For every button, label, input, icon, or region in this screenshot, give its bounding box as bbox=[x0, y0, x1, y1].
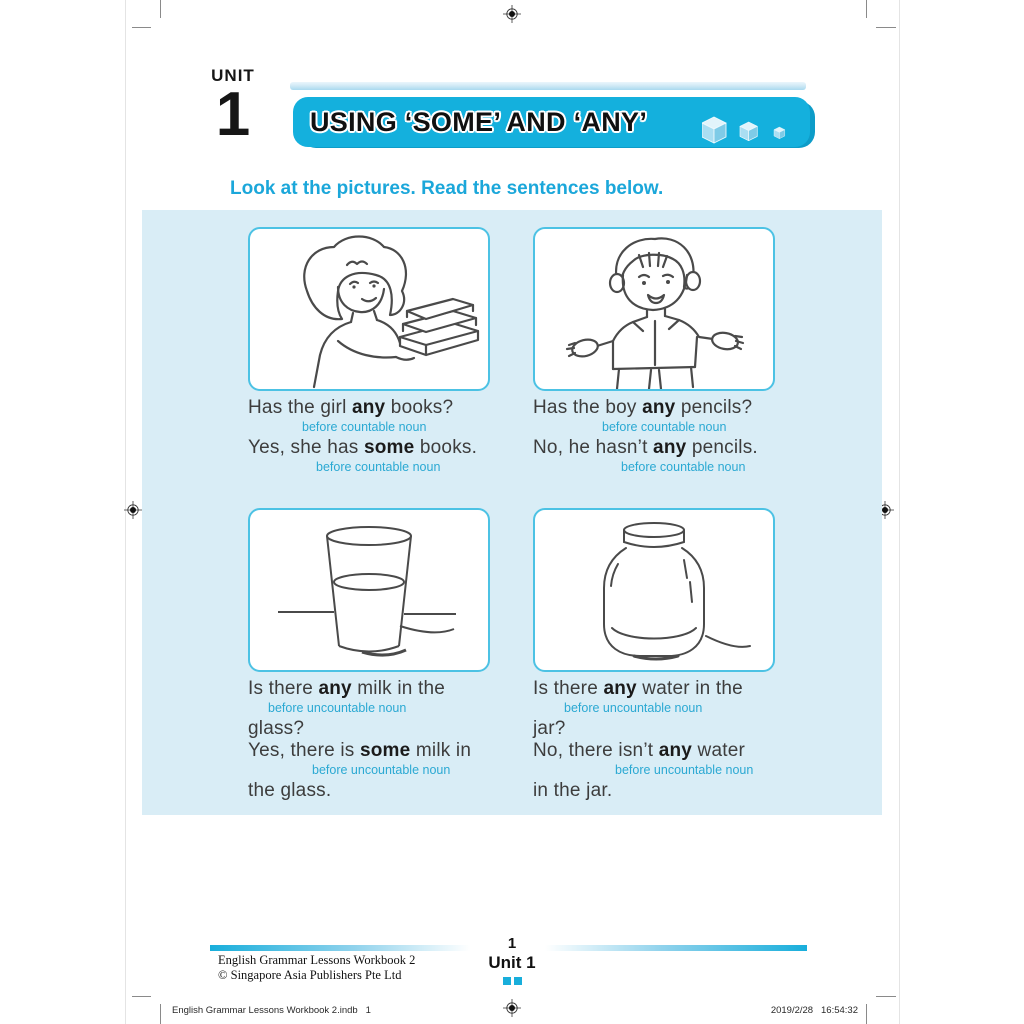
examples-section bbox=[142, 210, 882, 815]
three-cubes-icon bbox=[702, 115, 794, 147]
panel-text bbox=[248, 678, 490, 802]
grammar-annotation: before countable noun bbox=[621, 460, 746, 474]
instruction-text: Look at the pictures. Read the sentences below. bbox=[230, 178, 664, 199]
page-edge-right bbox=[899, 0, 900, 1024]
sentence-line: jar? bbox=[533, 718, 566, 739]
sentence-line: No, there isn’t any water bbox=[533, 740, 745, 761]
grammar-annotation: before countable noun bbox=[302, 420, 427, 434]
unit-block bbox=[198, 66, 268, 149]
unit-label: UNIT bbox=[211, 66, 255, 85]
sentence-line: Yes, there is some milk in bbox=[248, 740, 472, 761]
example-panel bbox=[533, 227, 775, 477]
sentence-line: the glass. bbox=[248, 780, 332, 801]
sentence-line: glass? bbox=[248, 718, 305, 739]
copyright-line: © Singapore Asia Publishers Pte Ltd bbox=[218, 968, 402, 982]
header-accent-stripe bbox=[290, 82, 806, 90]
crop-mark bbox=[132, 996, 151, 997]
footer-unit-reference: Unit 1 bbox=[488, 953, 536, 972]
unit-title-banner bbox=[293, 97, 810, 147]
print-file-info: English Grammar Lessons Workbook 2.indb 1 bbox=[172, 1005, 371, 1016]
registration-mark-icon bbox=[503, 999, 521, 1017]
grammar-annotation: before uncountable noun bbox=[615, 763, 754, 777]
sentence-line: in the jar. bbox=[533, 780, 613, 801]
glass-of-milk-illustration bbox=[248, 508, 490, 672]
grammar-annotation: before countable noun bbox=[602, 420, 727, 434]
footer-accent-bar-right bbox=[545, 945, 807, 951]
example-panel bbox=[248, 227, 490, 477]
girl-holding-books-illustration bbox=[248, 227, 490, 391]
panel-text bbox=[533, 397, 775, 474]
grammar-annotation: before countable noun bbox=[316, 460, 441, 474]
panel-text bbox=[533, 678, 775, 802]
footer-squares-icon bbox=[462, 977, 562, 985]
grammar-annotation: before uncountable noun bbox=[268, 701, 407, 715]
example-panel bbox=[533, 508, 775, 802]
page-number: 1 bbox=[507, 935, 517, 952]
sentence-line: Has the girl any books? bbox=[248, 397, 454, 418]
crop-mark bbox=[132, 27, 151, 28]
boy-with-empty-hands-illustration bbox=[533, 227, 775, 391]
crop-mark bbox=[160, 0, 161, 18]
registration-mark-icon bbox=[503, 5, 521, 23]
print-timestamp: 2019/2/28 16:54:32 bbox=[770, 1005, 858, 1016]
sentence-line: Has the boy any pencils? bbox=[533, 397, 753, 418]
sentence-line: Is there any milk in the bbox=[248, 678, 446, 699]
crop-mark bbox=[160, 1004, 161, 1024]
example-panel bbox=[248, 508, 490, 802]
grammar-annotation: before uncountable noun bbox=[312, 763, 451, 777]
registration-mark-icon bbox=[124, 501, 142, 519]
unit-title: USING ‘SOME’ AND ‘ANY’ bbox=[310, 106, 648, 137]
crop-mark bbox=[876, 27, 896, 28]
crop-mark bbox=[866, 0, 867, 18]
footer-accent-bar-left bbox=[210, 945, 470, 951]
unit-number: 1 bbox=[215, 80, 251, 149]
book-title: English Grammar Lessons Workbook 2 bbox=[218, 953, 416, 967]
sentence-line: No, he hasn’t any pencils. bbox=[533, 437, 758, 458]
crop-mark bbox=[866, 1004, 867, 1024]
publisher-imprint bbox=[218, 953, 415, 983]
sentence-line: Yes, she has some books. bbox=[248, 437, 478, 458]
crop-mark bbox=[876, 996, 896, 997]
sentence-line: Is there any water in the bbox=[533, 678, 743, 699]
grammar-annotation: before uncountable noun bbox=[564, 701, 703, 715]
panel-text bbox=[248, 397, 490, 474]
empty-jar-illustration bbox=[533, 508, 775, 672]
